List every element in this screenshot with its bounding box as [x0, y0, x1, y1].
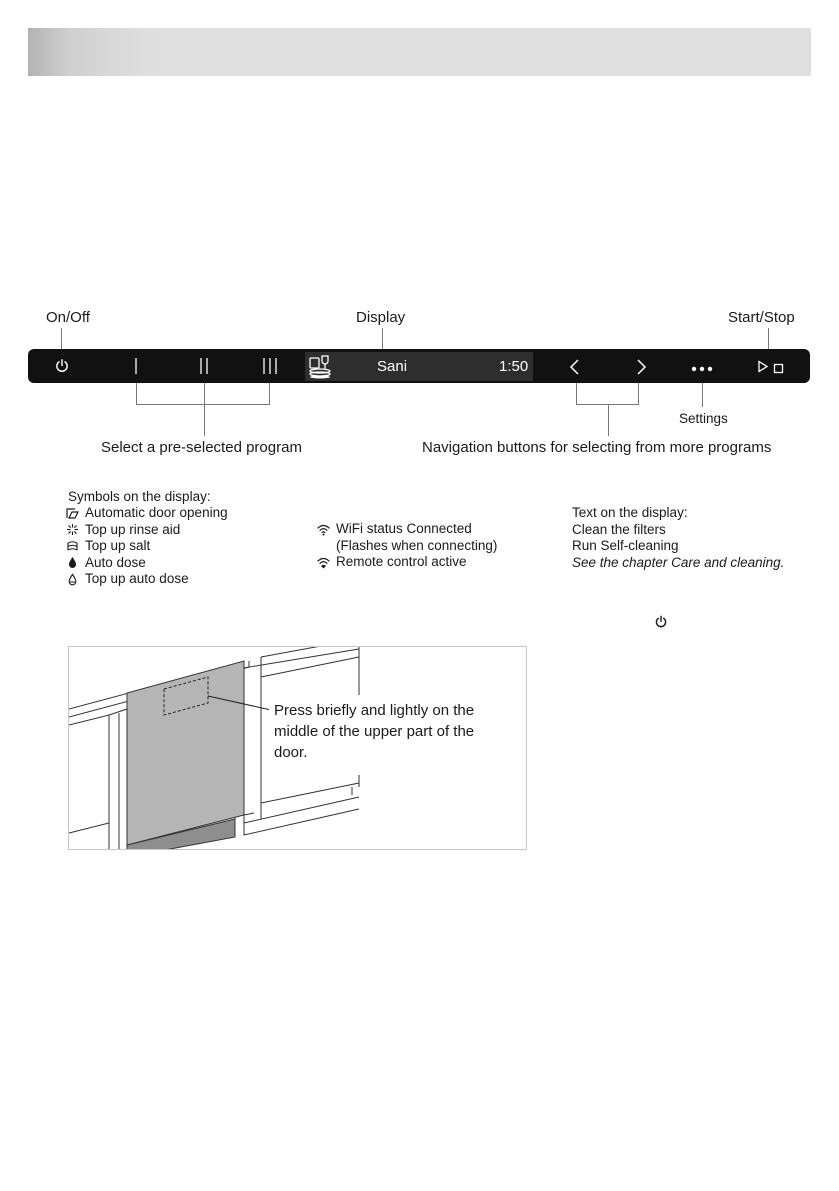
- dots-icon[interactable]: [691, 361, 713, 371]
- symbol-item: [66, 505, 228, 522]
- program-bracket-bottom: [136, 404, 270, 405]
- wifi-item: [317, 521, 497, 538]
- display-label: Display: [356, 309, 406, 326]
- display-text-block: [572, 505, 784, 571]
- wifi-label: WiFi status Connected: [336, 521, 472, 536]
- caption-line: middle of the upper part of the: [274, 723, 475, 740]
- nav-bracket-stem: [608, 404, 609, 436]
- remote-wifi-icon: [317, 556, 330, 569]
- display-leader: [382, 328, 383, 349]
- start-stop-label: Start/Stop: [728, 309, 795, 326]
- blank-icon-spacer: [317, 539, 330, 552]
- symbol-item: [66, 571, 228, 588]
- wifi-icon: [317, 523, 330, 536]
- door-illustration: [68, 646, 527, 850]
- power-icon: [654, 615, 668, 629]
- symbol-label: Top up auto dose: [85, 571, 189, 586]
- program-bracket-right: [269, 383, 270, 404]
- nav-bracket-right: [638, 383, 639, 404]
- header-bar: [28, 28, 811, 76]
- salt-icon: [66, 540, 79, 553]
- play-icon[interactable]: [757, 360, 769, 373]
- on-off-label: On/Off: [46, 309, 90, 326]
- select-program-label: Select a pre-selected program: [101, 439, 302, 456]
- screen-program: Sani: [377, 358, 408, 375]
- navigation-label: Navigation buttons for selecting from more programs: [422, 439, 772, 456]
- symbols-list: [66, 505, 228, 588]
- symbol-label: Auto dose: [85, 554, 146, 570]
- display-text-reference: See the chapter Care and cleaning.: [572, 554, 785, 570]
- display-text-heading: Text on the display:: [572, 505, 688, 520]
- wifi-list: [317, 521, 497, 571]
- stop-icon[interactable]: [773, 361, 784, 372]
- illustration-caption: [274, 700, 474, 763]
- display-text-line: Clean the filters: [572, 521, 666, 537]
- caption-line: Press briefly and lightly on the: [274, 702, 475, 719]
- drop-outline-icon: [66, 573, 79, 586]
- program-button-2[interactable]: [196, 357, 212, 375]
- power-icon[interactable]: [54, 358, 70, 374]
- symbol-item: [66, 538, 228, 555]
- wifi-item: [317, 554, 497, 571]
- settings-label: Settings: [679, 411, 728, 426]
- caption-line: door.: [274, 744, 308, 761]
- program-button-3[interactable]: [261, 357, 279, 375]
- display-text-line: Run Self-cleaning: [572, 538, 679, 553]
- on-off-leader: [61, 328, 62, 349]
- symbol-item: [66, 555, 228, 572]
- door-open-icon: [66, 507, 79, 520]
- symbol-label: Top up rinse aid: [85, 521, 181, 537]
- settings-leader: [702, 383, 703, 407]
- program-bracket-left: [136, 383, 137, 404]
- screen-time: 1:50: [499, 358, 529, 375]
- program-bracket-stem: [204, 383, 205, 436]
- symbol-label: Automatic door opening: [85, 505, 228, 520]
- wifi-item: [317, 538, 497, 555]
- symbol-item: [66, 522, 228, 539]
- dishes-icon: [308, 354, 332, 379]
- program-button-1[interactable]: [128, 357, 144, 375]
- chevron-left-icon[interactable]: [568, 358, 582, 376]
- start-stop-leader: [768, 328, 769, 349]
- drop-filled-icon: [66, 556, 79, 569]
- wifi-note: (Flashes when connecting): [336, 537, 498, 553]
- rinse-aid-icon: [66, 523, 79, 536]
- wifi-label: Remote control active: [336, 554, 467, 569]
- symbols-heading: Symbols on the display:: [68, 489, 211, 504]
- symbol-label: Top up salt: [85, 538, 151, 553]
- chevron-right-icon[interactable]: [634, 358, 648, 376]
- nav-bracket-left: [576, 383, 577, 404]
